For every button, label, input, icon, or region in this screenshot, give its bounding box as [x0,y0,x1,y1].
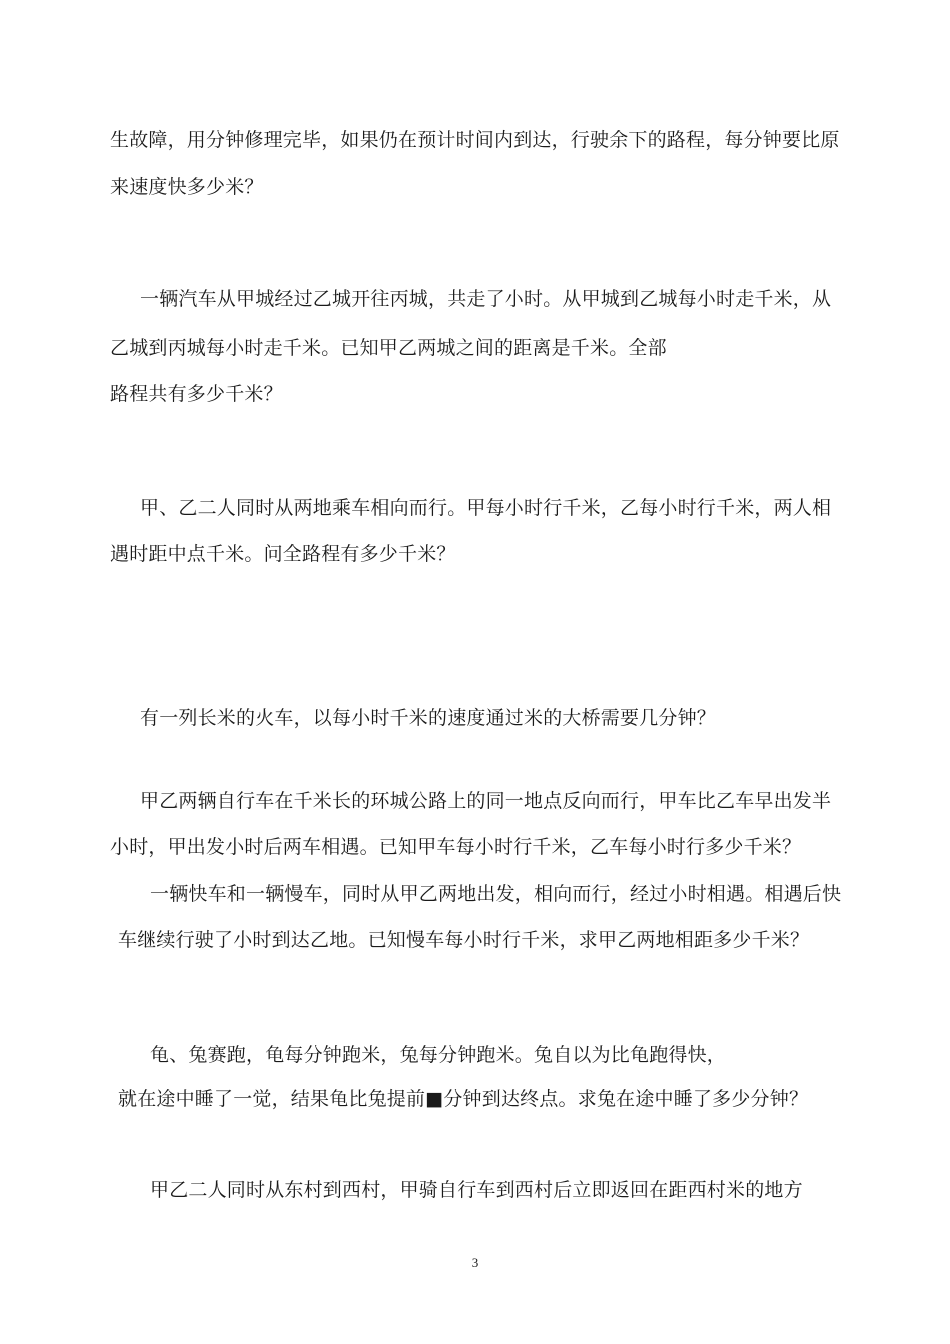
problem-6-line-2: 车继续行驶了小时到达乙地。已知慢车每小时行千米，求甲乙两地相距多少千米？ [118,929,810,951]
problem-6-line-1: 一辆快车和一辆慢车，同时从甲乙两地出发，相向而行，经过小时相遇。相遇后快 [150,883,842,905]
problem-4-line-1: 有一列长米的火车，以每小时千米的速度通过米的大桥需要几分钟？ [140,707,717,729]
problem-1-line-2: 来速度快多少米？ [110,176,264,198]
problem-2-line-2: 乙城到丙城每小时走千米。已知甲乙两城之间的距离是千米。全部 [110,337,667,359]
problem-2-line-3: 路程共有多少千米？ [110,383,283,405]
problem-5-line-2: 小时，甲出发小时后两车相遇。已知甲车每小时行千米，乙车每小时行多少千米？ [110,836,802,858]
problem-1-line-1: 生故障，用分钟修理完毕，如果仍在预计时间内到达，行驶余下的路程，每分钟要比原 [110,129,840,151]
problem-8-line-1: 甲乙二人同时从东村到西村，甲骑自行车到西村后立即返回在距西村米的地方 [150,1179,803,1201]
problem-2-line-1: 一辆汽车从甲城经过乙城开往丙城，共走了小时。从甲城到乙城每小时走千米，从 [140,288,832,310]
problem-5-line-1: 甲乙两辆自行车在千米长的环城公路上的同一地点反向而行，甲车比乙车早出发半 [140,790,832,812]
problem-7-line-1: 龟、兔赛跑，龟每分钟跑米，兔每分钟跑米。兔自以为比龟跑得快， [150,1044,727,1066]
problem-7-line-2: 就在途中睡了一觉，结果龟比兔提前■分钟到达终点。求兔在途中睡了多少分钟？ [118,1088,809,1110]
problem-3-line-2: 遇时距中点千米。问全路程有多少千米？ [110,543,456,565]
problem-3-line-1: 甲、乙二人同时从两地乘车相向而行。甲每小时行千米，乙每小时行千米，两人相 [140,497,832,519]
page-number: 3 [471,1255,479,1270]
